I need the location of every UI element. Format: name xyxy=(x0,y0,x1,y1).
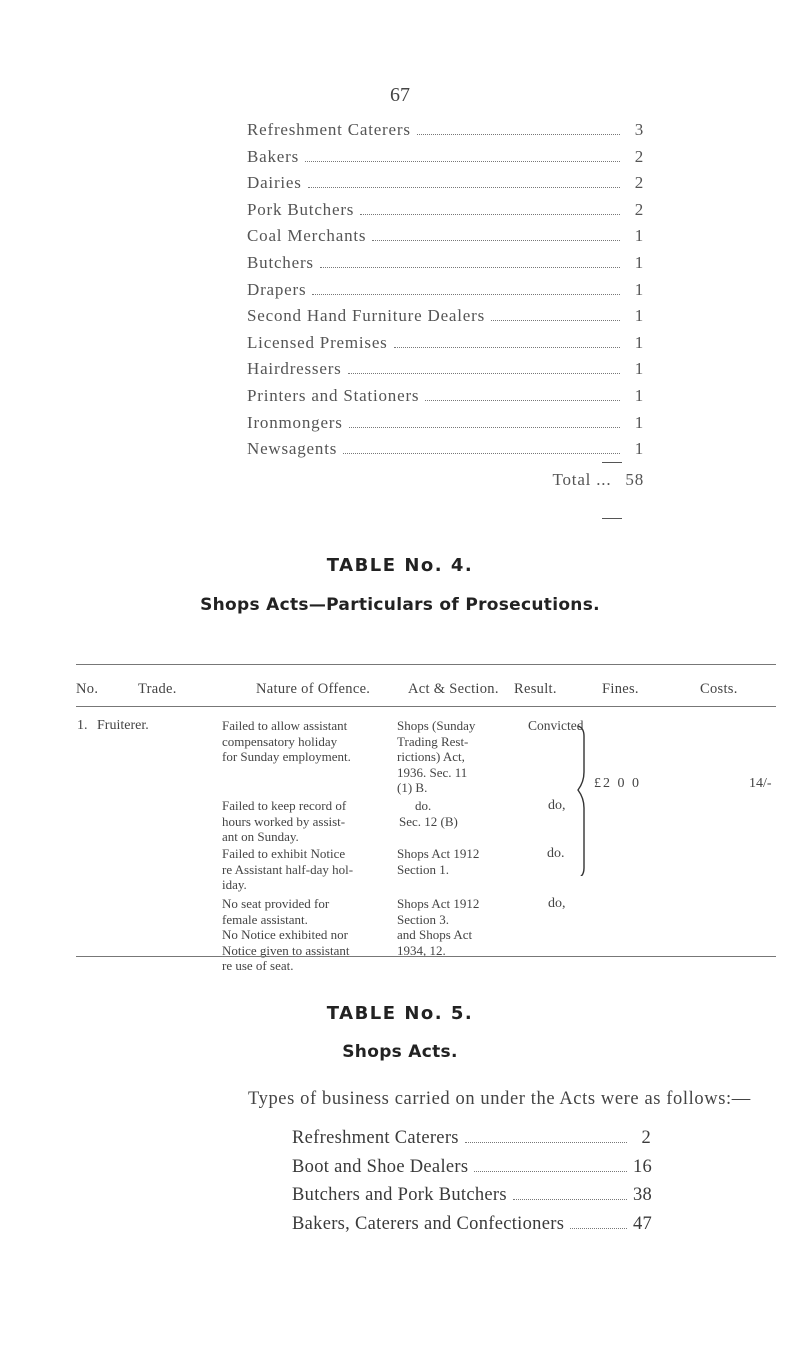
table4-subtitle: Shops Acts—Particulars of Prosecutions. xyxy=(200,595,600,615)
list-item-value: 16 xyxy=(633,1156,653,1177)
list-item xyxy=(292,1157,651,1178)
act-line: and Shops Act xyxy=(397,927,473,942)
list-item-label: Licensed Premises xyxy=(247,332,388,352)
table4-top-rule xyxy=(76,664,776,665)
offence-line: female assistant. xyxy=(222,911,308,927)
list-item-label: Pork Butchers xyxy=(247,199,355,219)
offence-text xyxy=(222,798,346,845)
leader-dots xyxy=(360,214,620,215)
leader-dots xyxy=(513,1199,627,1200)
list-item-label: Butchers xyxy=(247,253,314,272)
offence-line: iday. xyxy=(222,877,247,892)
list-item-label: Bakers, Caterers and Confectioners xyxy=(292,1213,565,1234)
list-item-label: Hairdressers xyxy=(247,359,342,379)
act-section xyxy=(397,798,458,829)
list-item-label: Drapers xyxy=(247,279,307,299)
act-line: do. xyxy=(415,798,432,813)
col-no: No. xyxy=(76,681,99,697)
leader-dots xyxy=(474,1171,627,1172)
row-trade: Fruiterer. xyxy=(97,718,149,733)
table5-intro: Types of business carried on under the Acts were as follows:— xyxy=(248,1089,751,1109)
col-trade: Trade. xyxy=(138,681,177,697)
leader-dots xyxy=(491,320,620,321)
offence-line: No seat provided for xyxy=(222,896,330,911)
list-item-label: Boot and Shoe Dealers xyxy=(292,1156,469,1177)
table4-header-rule xyxy=(76,706,776,707)
list-item xyxy=(247,439,644,459)
act-line: Shops (Sunday xyxy=(397,718,476,733)
list-item-value: 3 xyxy=(634,120,644,139)
list-item xyxy=(292,1128,651,1149)
list-item-value: 1 xyxy=(634,253,644,272)
list-item xyxy=(247,386,644,406)
leader-dots xyxy=(425,400,620,401)
act-line: 1934, 12. xyxy=(397,942,446,958)
row-number: 1. xyxy=(77,718,88,733)
table4-bottom-rule xyxy=(76,956,776,957)
leader-dots xyxy=(312,294,620,295)
list-item-value: 47 xyxy=(633,1213,653,1234)
act-line: Shops Act 1912 xyxy=(397,846,480,861)
list-item-label: Second Hand Furniture Dealers xyxy=(247,306,485,326)
list-item xyxy=(247,333,644,353)
leader-dots xyxy=(570,1228,627,1229)
list-item-value: 1 xyxy=(634,386,644,405)
leader-dots xyxy=(465,1142,627,1143)
list-item-value: 1 xyxy=(634,439,644,459)
total-row xyxy=(520,470,644,490)
offence-text xyxy=(222,846,353,893)
list-item-value: 1 xyxy=(634,359,644,379)
list-item xyxy=(247,173,644,193)
leader-dots xyxy=(343,453,620,454)
list-item-value: 2 xyxy=(641,1128,651,1148)
col-fines: Fines. xyxy=(602,681,639,697)
leader-dots xyxy=(305,161,620,162)
col-costs: Costs. xyxy=(700,681,738,697)
act-line: Section 1. xyxy=(397,861,449,877)
offence-line: ant on Sunday. xyxy=(222,829,299,844)
result: Convicted xyxy=(528,718,584,733)
offence-line: Notice given to assistant xyxy=(222,942,350,958)
offence-line: re use of seat. xyxy=(222,958,294,973)
list-item-value: 2 xyxy=(634,146,644,166)
leader-dots xyxy=(349,427,620,428)
list-item-value: 1 xyxy=(634,332,644,352)
list-item-value: 1 xyxy=(634,412,644,432)
act-section xyxy=(397,718,475,796)
list-item xyxy=(247,253,644,273)
act-line: Section 3. xyxy=(397,911,449,927)
list-item xyxy=(247,359,644,379)
offence-line: re Assistant half-day hol- xyxy=(222,861,354,877)
offence-line: Failed to keep record of xyxy=(222,798,347,813)
offence-line: hours worked by assist- xyxy=(222,813,346,829)
act-line: 1936. Sec. 11 xyxy=(397,764,468,780)
offence-line: for Sunday employment. xyxy=(222,749,351,764)
total-rule-top xyxy=(602,462,622,463)
list-item-label: Ironmongers xyxy=(247,412,343,432)
offence-line: Failed to allow assistant xyxy=(222,718,348,733)
list-item-label: Coal Merchants xyxy=(247,226,367,246)
leader-dots xyxy=(348,373,620,374)
list-item-label: Printers and Stationers xyxy=(247,386,420,405)
list-item-label: Refreshment Caterers xyxy=(247,120,411,139)
leader-dots xyxy=(417,134,620,135)
list-item xyxy=(247,120,644,140)
result: do, xyxy=(548,798,566,813)
list-item xyxy=(247,413,644,433)
col-act: Act & Section. xyxy=(408,681,499,697)
list-item xyxy=(292,1214,651,1235)
total-rule-bottom xyxy=(602,518,622,519)
col-result: Result. xyxy=(514,681,557,697)
list-item xyxy=(247,200,644,220)
offence-line: Failed to exhibit Notice xyxy=(222,846,346,861)
list-item-label: Newsagents xyxy=(247,439,338,459)
list-item-label: Dairies xyxy=(247,173,302,193)
costs-value: 14/- xyxy=(749,776,772,791)
fines-value: £2 0 0 xyxy=(594,776,641,791)
offence-line: No Notice exhibited nor xyxy=(222,927,348,942)
total-label: Total ... xyxy=(552,470,612,489)
offence-text xyxy=(222,896,349,974)
leader-dots xyxy=(394,347,620,348)
act-line: Shops Act 1912 xyxy=(397,896,480,911)
offence-line: compensatory holiday xyxy=(222,733,338,749)
offence-text xyxy=(222,718,351,765)
list-item xyxy=(247,306,644,326)
list-item-label: Butchers and Pork Butchers xyxy=(292,1185,507,1205)
act-line: Trading Rest- xyxy=(397,733,469,749)
leader-dots xyxy=(308,187,620,188)
list-item-value: 2 xyxy=(634,199,644,219)
result: do. xyxy=(547,846,565,861)
act-line: Sec. 12 (B) xyxy=(399,813,458,829)
list-item-label: Bakers xyxy=(247,146,300,166)
act-line: rictions) Act, xyxy=(397,749,465,764)
result: do, xyxy=(548,896,566,911)
act-section xyxy=(397,896,479,958)
list-item xyxy=(247,226,644,246)
leader-dots xyxy=(320,267,620,268)
list-item xyxy=(292,1185,651,1206)
list-item xyxy=(247,280,644,300)
page-number: 67 xyxy=(390,84,410,106)
leader-dots xyxy=(372,240,620,241)
act-section xyxy=(397,846,479,877)
total-value: 58 xyxy=(625,470,644,489)
list-item-value: 1 xyxy=(634,279,644,299)
table4-title: TABLE No. 4. xyxy=(326,555,474,576)
table5-title: TABLE No. 5. xyxy=(326,1003,474,1024)
list-item-value: 1 xyxy=(634,306,644,326)
list-item-value: 38 xyxy=(633,1185,653,1205)
list-item-value: 2 xyxy=(634,173,644,193)
list-item xyxy=(247,147,644,167)
list-item-label: Refreshment Caterers xyxy=(292,1128,459,1148)
act-line: (1) B. xyxy=(397,780,428,795)
table5-subtitle: Shops Acts. xyxy=(342,1042,458,1062)
list-item-value: 1 xyxy=(634,226,644,246)
col-offence: Nature of Offence. xyxy=(256,681,371,697)
